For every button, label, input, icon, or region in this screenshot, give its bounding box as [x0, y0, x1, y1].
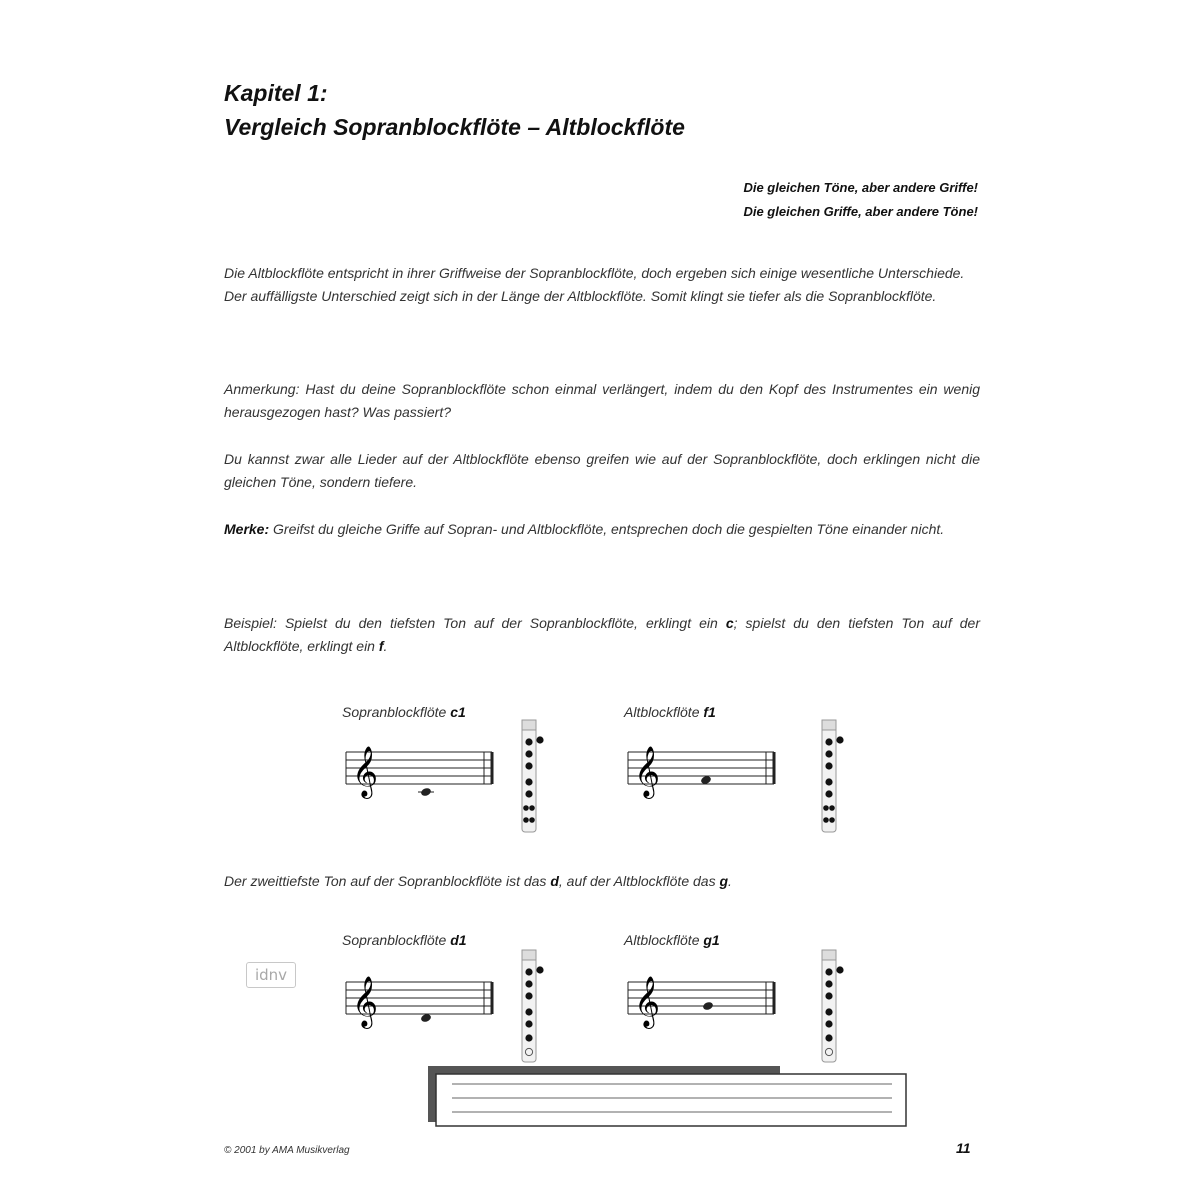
treble-clef-icon: 𝄞: [352, 746, 379, 797]
copyright-notice: © 2001 by AMA Musikverlag: [224, 1145, 350, 1156]
paragraph-intro: [224, 262, 980, 308]
example-label-alto-g1: [624, 932, 720, 948]
instrument-name: Altblockflöte: [624, 704, 704, 720]
second-note-g: g: [719, 873, 729, 889]
staff-alto-g1: [622, 962, 782, 1042]
note-text: Greifst du gleiche Griffe auf Sopran- und Altblockflöte, entsprechen doch die gespielten Töne einander nicht.: [269, 521, 945, 537]
fingering-chart-alto-f1: [816, 718, 846, 836]
pitch-name: d1: [450, 932, 467, 948]
example-label-alto-f1: [624, 704, 716, 720]
instrument-name: Sopranblockflöte: [342, 932, 451, 948]
example-note-f: f: [378, 638, 384, 654]
note-label: Merke:: [224, 521, 270, 537]
second-text-b: , auf der Altblockflöte das: [558, 873, 720, 889]
example-label-soprano-d1: [342, 932, 467, 948]
instrument-name: Sopranblockflöte: [342, 704, 451, 720]
treble-clef-icon: 𝄞: [634, 746, 661, 797]
staff-soprano-d1: [340, 962, 500, 1042]
writing-box: [426, 1064, 916, 1134]
paragraph-example: [224, 612, 980, 658]
fingering-chart-soprano-c1: [516, 718, 546, 836]
instrument-name: Altblockflöte: [624, 932, 704, 948]
second-note-d: d: [550, 873, 559, 889]
second-text-end: .: [728, 873, 732, 889]
example-text-a: Beispiel: Spielst du den tiefsten Ton auf der Sopranblockflöte, erklingt ein: [224, 615, 726, 631]
paragraph-remark: Anmerkung: Hast du deine Sopranblockflöte schon einmal verlängert, indem du den Kopf des Instrumentes ein wenig herausgezogen hast? Was passiert?: [224, 381, 980, 420]
treble-clef-icon: 𝄞: [352, 976, 379, 1027]
chapter-number: Kapitel 1:: [224, 80, 328, 106]
fingering-chart-soprano-d1: [516, 948, 546, 1066]
paragraph-note: [224, 518, 980, 541]
pitch-name: c1: [450, 704, 466, 720]
pitch-name: g1: [703, 932, 720, 948]
motto: [743, 176, 978, 224]
staff-alto-f1: [622, 732, 782, 812]
fingering-chart-alto-g1: [816, 948, 846, 1066]
pitch-name: f1: [703, 704, 716, 720]
motto-line-2: Die gleichen Griffe, aber andere Töne!: [743, 204, 978, 219]
motto-line-1: Die gleichen Töne, aber andere Griffe!: [743, 180, 978, 195]
example-text-b: ; spielst du den tiefsten Ton auf der Altblockflöte, erklingt ein: [224, 615, 980, 654]
watermark-logo: idnv: [246, 962, 296, 988]
paragraph-second-note: [224, 870, 980, 893]
second-text-a: Der zweittiefste Ton auf der Sopranblockflöte ist das: [224, 873, 551, 889]
intro-text: Die Altblockflöte entspricht in ihrer Griffweise der Sopranblockflöte, doch ergeben sich einige wesentliche Unterschiede.: [224, 265, 965, 281]
example-text-end: .: [383, 638, 388, 654]
chapter-subtitle: Vergleich Sopranblockflöte – Altblockflöte: [224, 114, 685, 140]
staff-soprano-c1: [340, 732, 500, 812]
treble-clef-icon: 𝄞: [634, 976, 661, 1027]
length-text: Der auffälligste Unterschied zeigt sich in der Länge der Altblockflöte. Somit klingt sie tiefer als die Sopranblockflöte.: [224, 288, 937, 304]
page-number: 11: [956, 1140, 971, 1156]
example-note-c: c: [725, 615, 734, 631]
chapter-title: [224, 76, 685, 144]
example-label-soprano-c1: [342, 704, 466, 720]
paragraph-fingering: Du kannst zwar alle Lieder auf der Altblockflöte ebenso greifen wie auf der Sopranblockflöte, doch erklingen nicht die gleichen Töne, sondern tiefere.: [224, 451, 980, 490]
